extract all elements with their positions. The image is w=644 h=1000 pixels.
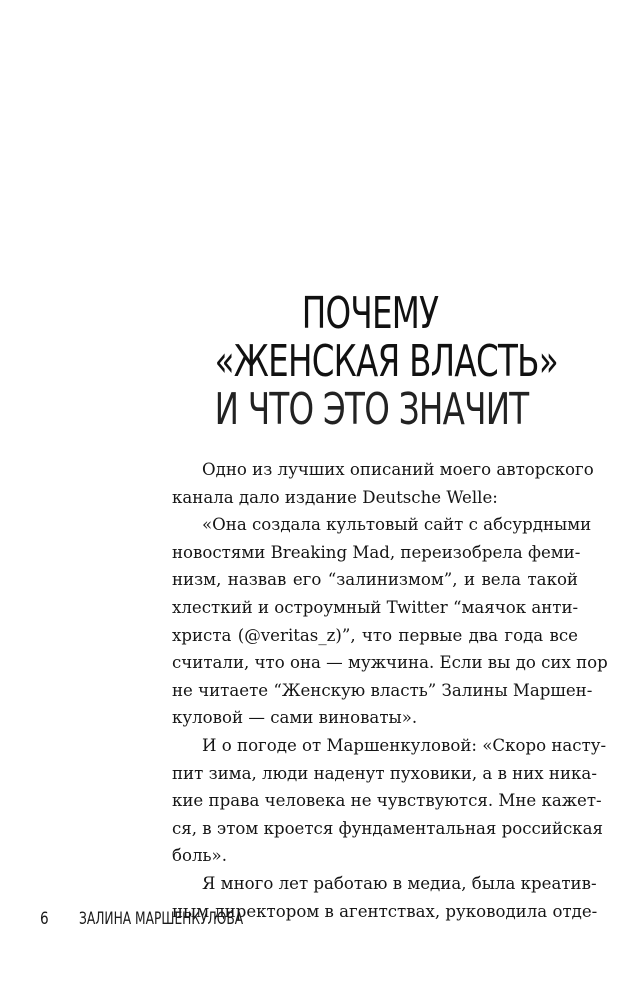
text-line: Я много лет работаю в медиа, была креатив- <box>202 873 597 893</box>
chapter-title-line-2: «ЖЕНСКАЯ ВЛАСТЬ» <box>214 336 558 387</box>
text-line: канала дало издание Deutsche Welle: <box>172 487 498 507</box>
text-line: новостями Breaking Mad, переизобрела феми- <box>172 542 581 562</box>
chapter-title-line-3: И ЧТО ЭТО ЗНАЧИТ <box>214 384 529 435</box>
text-line: куловой — сами виноваты». <box>172 708 418 728</box>
text-line: не читаете “Женскую власть” Залины Маршен- <box>172 680 593 700</box>
text-line: кие права человека не чувствуются. Мне кажет- <box>172 791 602 811</box>
body-text <box>172 456 608 925</box>
text-line: И о погоде от Маршенкуловой: «Скоро насту- <box>202 735 607 755</box>
text-line: пит зима, люди наденут пуховики, а в них ника- <box>172 763 597 783</box>
page-footer <box>40 909 307 929</box>
text-line: Одно из лучших описаний моего авторского <box>202 460 594 479</box>
text-line: считали, что она — мужчина. Если вы до сих пор <box>172 653 608 673</box>
chapter-title-line-1: ПОЧЕМУ <box>301 288 439 339</box>
text-line: ся, в этом кроется фундаментальная российская <box>172 818 603 838</box>
text-line: низм, назвав его “залинизмом”, и вела такой <box>172 570 578 590</box>
text-line: боль». <box>172 846 227 866</box>
text-line: христа (@veritas_z)”, что первые два года все <box>172 625 578 645</box>
text-line: «Она создала культовый сайт с абсурдными <box>202 515 592 535</box>
page-number: 6 <box>40 909 49 929</box>
running-header-author: ЗАЛИНА МАРШЕНКУЛОВА <box>79 909 244 929</box>
text-line: хлесткий и остроумный Twitter “маячок анти- <box>172 597 579 617</box>
text-line: ным директором в агентствах, руководила отде- <box>172 901 598 921</box>
chapter-title <box>160 290 580 434</box>
